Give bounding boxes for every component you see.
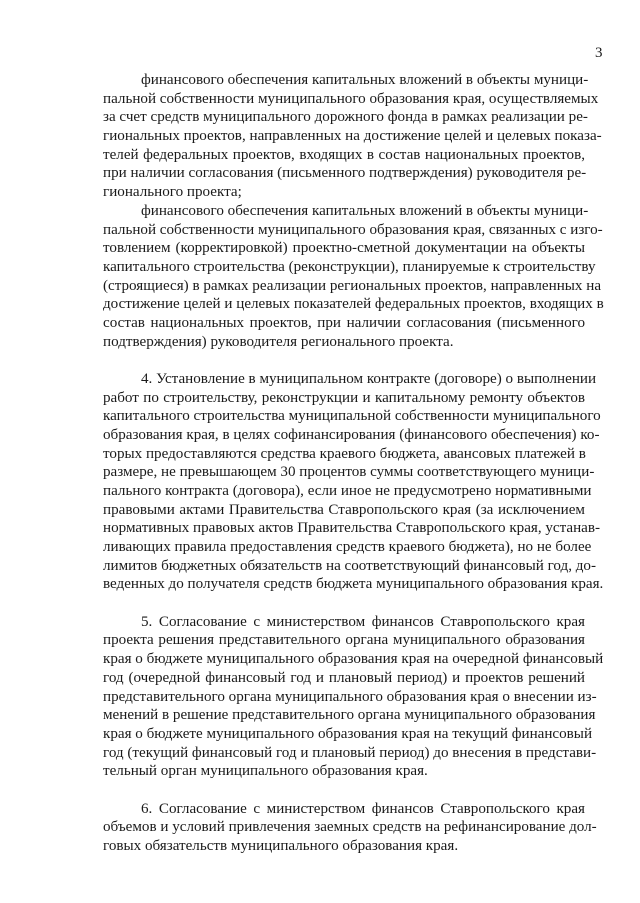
- text-line: пальной собственности муниципального образования края, связанных с изго-: [103, 221, 603, 238]
- text-line: лимитов бюджетных обязательств на соответствующий финансовый год, до-: [103, 557, 597, 574]
- paragraph-item-5: [103, 613, 604, 781]
- paragraph-capital-investments-road-fund: [103, 71, 602, 202]
- text-line: гиональных проектов, направленных на достижение целей и целевых показа-: [103, 128, 602, 145]
- text-line: говых обязательств муниципального образования края.: [103, 837, 459, 854]
- page-number: 3: [595, 45, 603, 61]
- document-body: [103, 71, 604, 856]
- text-line: тельный орган муниципального образования края.: [103, 763, 428, 780]
- text-line: капитального строительства (реконструкции), планируемые к строительству: [103, 258, 596, 275]
- text-line: нормативных правовых актов Правительства Ставропольского края, устанав-: [103, 520, 601, 537]
- text-line: ливающих правила предоставления средств краевого бюджета), но не более: [103, 539, 592, 556]
- text-line: за счет средств муниципального дорожного фонда в рамках реализации ре-: [103, 109, 588, 126]
- text-line: капитального строительства муниципальной собственности муниципального: [103, 408, 601, 425]
- text-line: пальной собственности муниципального образования края, осуществляемых: [103, 90, 599, 107]
- text-line: образования края, в целях софинансирования (финансового обеспечения) ко-: [103, 426, 600, 443]
- text-line: товлением (корректировкой) проектно-сметной документации на объекты: [103, 240, 585, 257]
- text-line: 4. Установление в муниципальном контракте (договоре) о выполнении: [141, 370, 597, 387]
- text-line: финансового обеспечения капитальных вложений в объекты муници-: [141, 202, 589, 219]
- text-line: размере, не превышающем 30 процентов суммы соответствующего муници-: [103, 464, 595, 481]
- text-line: телей федеральных проектов, входящих в состав национальных проектов,: [103, 146, 585, 163]
- paragraph-item-4: [103, 370, 604, 594]
- text-line: подтверждения) руководителя регионального проекта.: [103, 333, 454, 350]
- text-line: год (очередной финансовый год и плановый период) и проектов решений: [103, 669, 585, 686]
- text-line: правовыми актами Правительства Ставропольского края (за исключением: [103, 501, 585, 518]
- text-line: объемов и условий привлечения заемных средств на рефинансирование дол-: [103, 819, 597, 836]
- text-line: работ по строительству, реконструкции и капитальному ремонту объектов: [103, 389, 585, 406]
- text-line: пального контракта (договора), если иное не предусмотрено нормативными: [103, 483, 592, 500]
- text-line: проекта решения представительного органа муниципального образования: [103, 632, 585, 649]
- text-line: 5. Согласование с министерством финансов Ставропольского края: [141, 613, 585, 630]
- text-line: торых предоставляются средства краевого бюджета, авансовых платежей в: [103, 445, 586, 462]
- text-line: 6. Согласование с министерством финансов Ставропольского края: [141, 800, 585, 817]
- paragraph-capital-investments-design-documentation: [103, 202, 604, 352]
- text-line: (строящиеся) в рамках реализации региональных проектов, направленных на: [103, 277, 602, 294]
- text-line: края о бюджете муниципального образования края на текущий финансовый: [103, 725, 593, 742]
- text-line: финансового обеспечения капитальных вложений в объекты муници-: [141, 72, 589, 88]
- text-line: состав национальных проектов, при наличии согласования (письменного: [103, 314, 585, 331]
- text-line: веденных до получателя средств бюджета муниципального образования края.: [103, 576, 604, 593]
- text-line: края о бюджете муниципального образования края на очередной финансовый: [103, 651, 604, 668]
- text-line: менений в решение представительного органа муниципального образования: [103, 707, 596, 724]
- text-line: при наличии согласования (письменного подтверждения) руководителя ре-: [103, 165, 587, 182]
- text-line: достижение целей и целевых показателей федеральных проектов, входящих в: [103, 296, 604, 313]
- text-line: гионального проекта;: [103, 184, 242, 201]
- paragraph-item-6: [103, 800, 597, 856]
- text-line: год (текущий финансовый год и плановый период) до внесения в представи-: [103, 744, 597, 761]
- text-line: представительного органа муниципального образования края о внесении из-: [103, 688, 597, 705]
